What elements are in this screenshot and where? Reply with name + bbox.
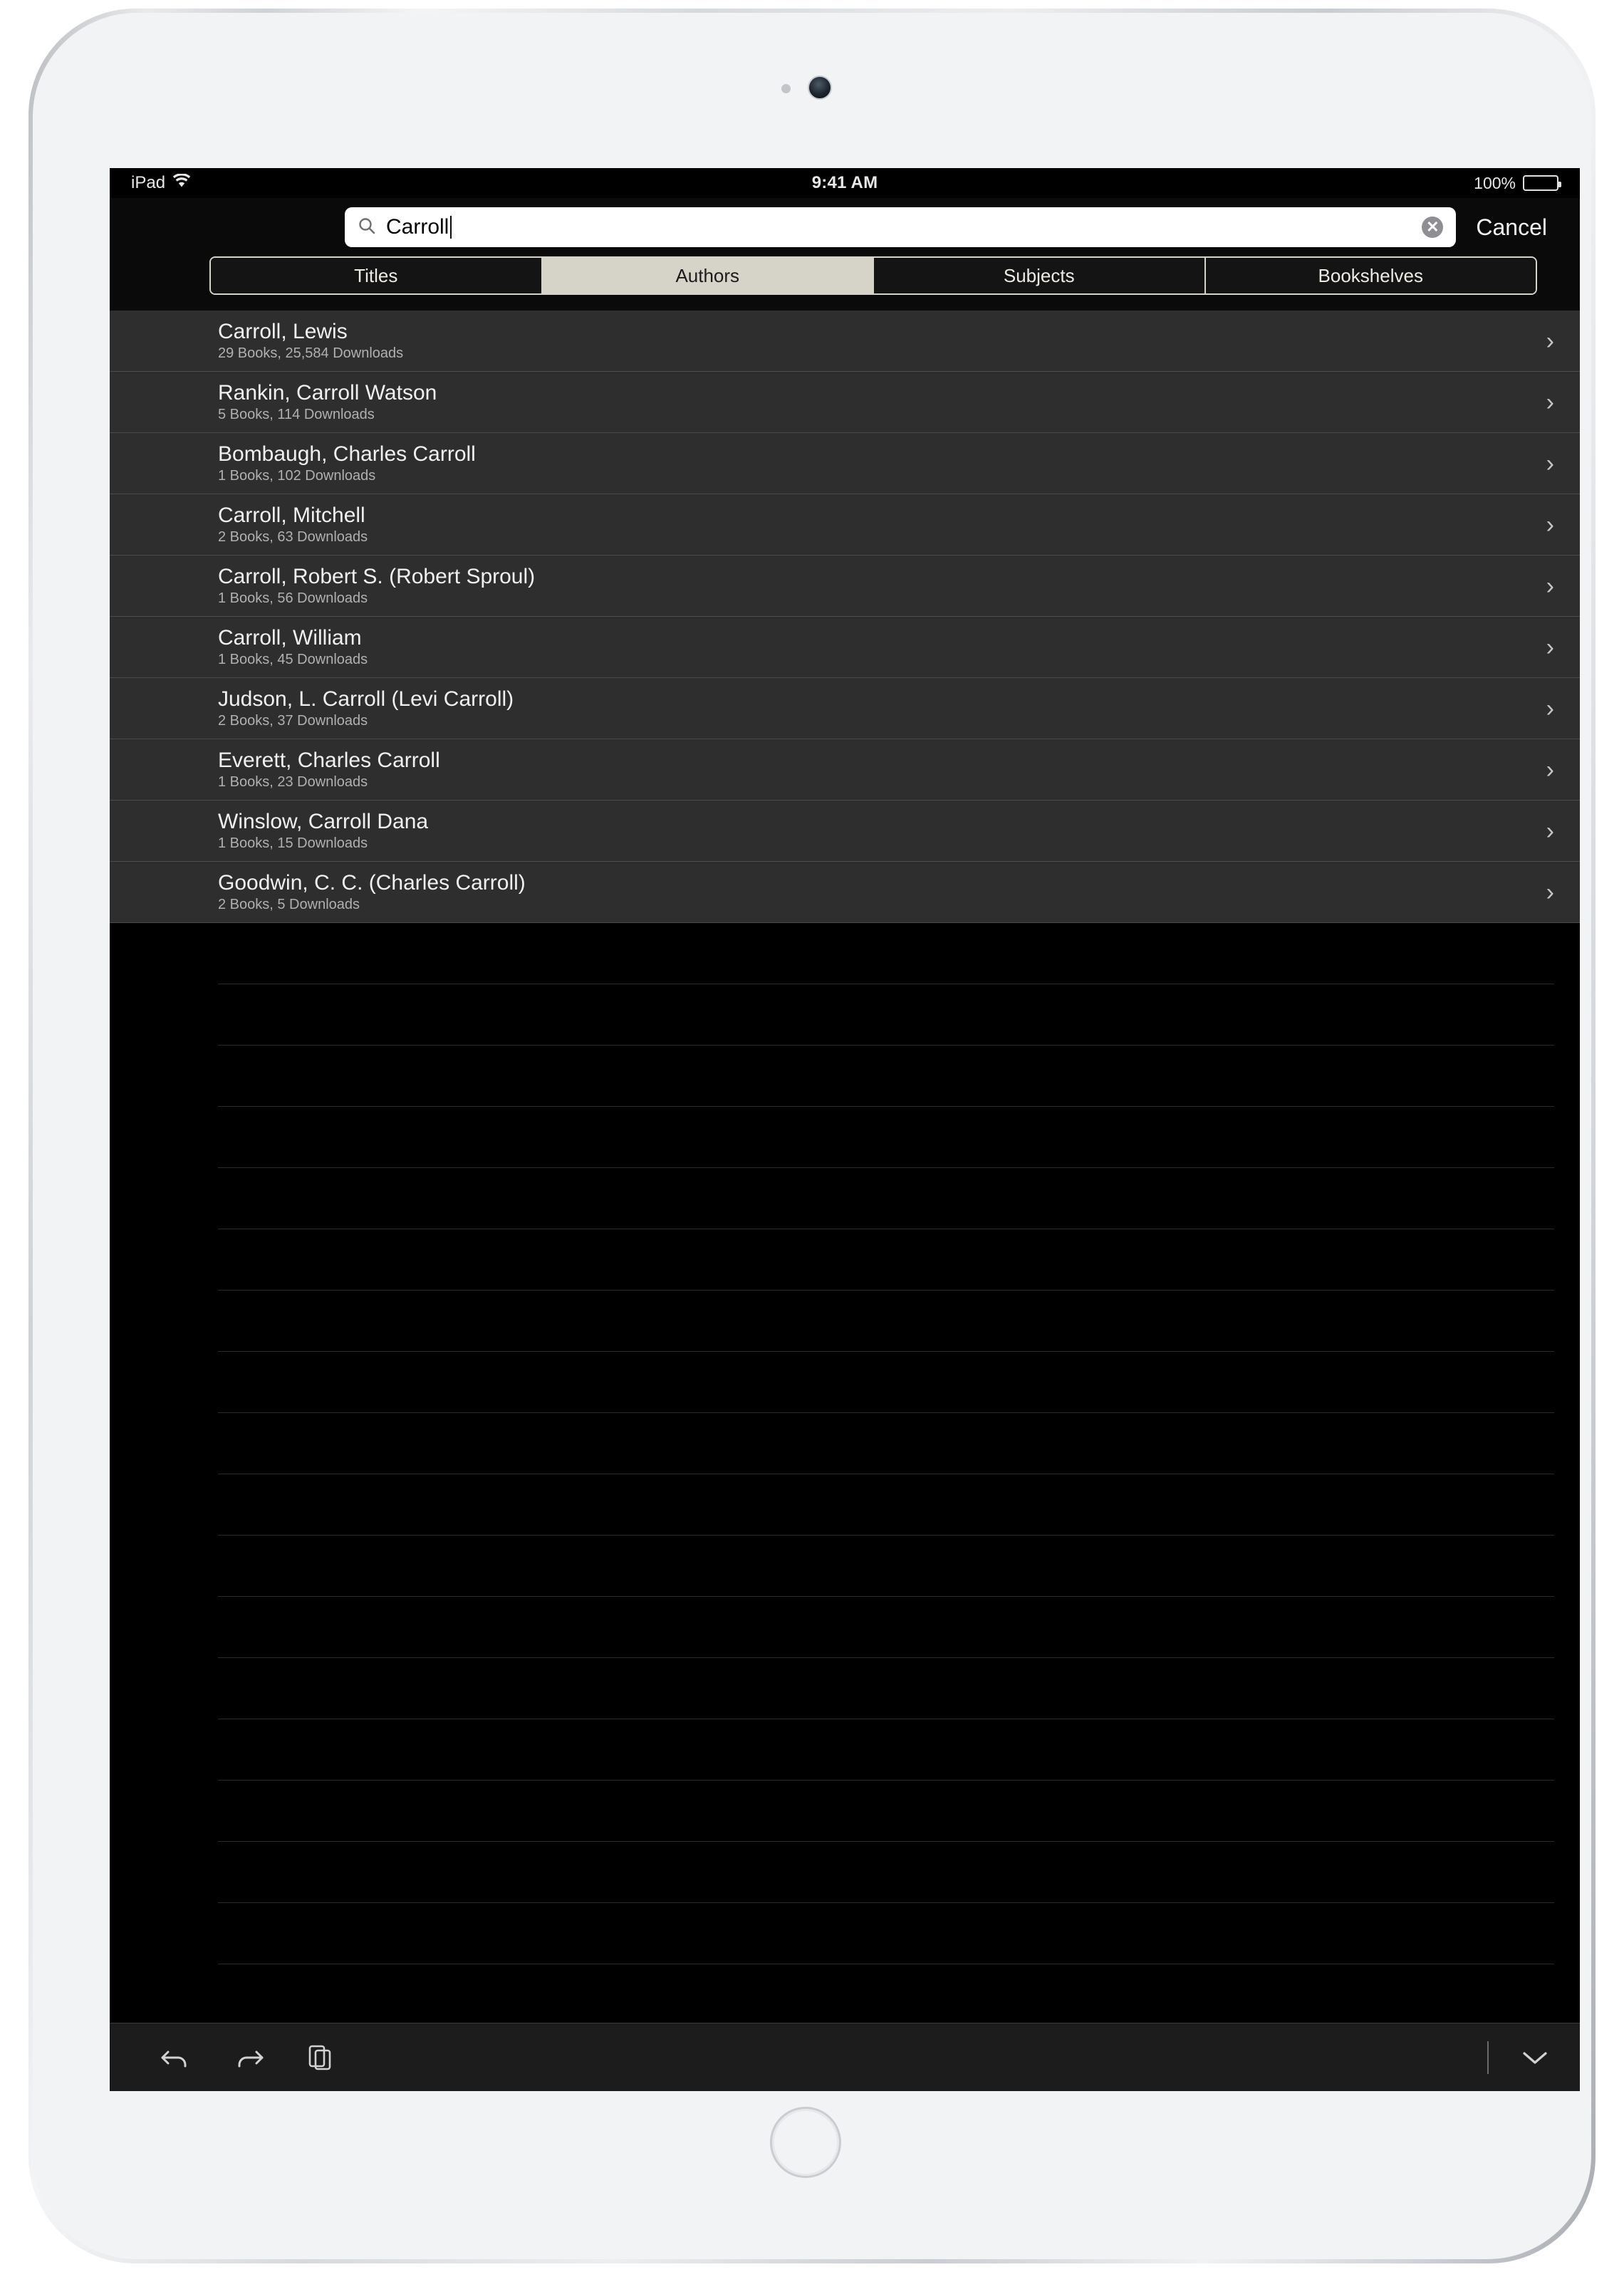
text-caret (450, 216, 452, 239)
search-bar (110, 198, 1580, 256)
list-item[interactable] (110, 739, 1580, 801)
empty-list-row (218, 1903, 1554, 1964)
chevron-right-icon: › (1546, 756, 1554, 783)
search-icon (358, 217, 376, 239)
battery-percent-label: 100% (1474, 173, 1516, 192)
list-item-meta: 1 Books, 23 Downloads (218, 773, 368, 790)
tablet-bezel (33, 13, 1591, 2259)
list-item-title: Carroll, William (218, 626, 362, 650)
empty-list-area (110, 923, 1580, 1964)
chevron-right-icon: › (1546, 388, 1554, 416)
empty-list-row (218, 1536, 1554, 1597)
scope-bar (110, 256, 1580, 311)
chevron-right-icon: › (1546, 633, 1554, 661)
list-item[interactable] (110, 494, 1580, 556)
chevron-right-icon: › (1546, 878, 1554, 906)
segmented-control[interactable] (209, 256, 1537, 295)
list-item[interactable] (110, 678, 1580, 739)
chevron-right-icon: › (1546, 817, 1554, 845)
chevron-right-icon: › (1546, 572, 1554, 600)
list-item-title: Carroll, Mitchell (218, 504, 365, 528)
tablet-screen (110, 168, 1580, 2091)
list-item[interactable] (110, 311, 1580, 372)
sensor-icon (781, 84, 791, 93)
toolbar-divider (1487, 2041, 1489, 2074)
empty-list-row (218, 1229, 1554, 1291)
chevron-right-icon: › (1546, 511, 1554, 538)
empty-list-row (218, 1474, 1554, 1536)
list-item[interactable] (110, 801, 1580, 862)
empty-list-row (218, 1168, 1554, 1229)
list-item[interactable] (110, 372, 1580, 433)
list-item-title: Goodwin, C. C. (Charles Carroll) (218, 871, 526, 895)
empty-list-row (218, 1107, 1554, 1168)
empty-list-row (218, 1719, 1554, 1781)
chevron-right-icon: › (1546, 694, 1554, 722)
tablet-device-frame (28, 9, 1596, 2263)
empty-list-row (218, 1597, 1554, 1658)
list-item-meta: 29 Books, 25,584 Downloads (218, 345, 404, 361)
keyboard-accessory-toolbar (110, 2023, 1580, 2091)
list-item[interactable] (110, 556, 1580, 617)
list-item[interactable] (110, 617, 1580, 678)
redo-icon[interactable] (234, 2046, 265, 2070)
search-input-value: Carroll (386, 215, 449, 239)
list-item[interactable] (110, 433, 1580, 494)
tab-bookshelves[interactable]: Bookshelves (1206, 258, 1536, 293)
empty-list-row (218, 1352, 1554, 1413)
list-item-title: Winslow, Carroll Dana (218, 810, 429, 834)
empty-list-row (218, 1658, 1554, 1719)
battery-full-icon (1523, 175, 1558, 191)
empty-list-row (218, 923, 1554, 984)
list-item-meta: 1 Books, 56 Downloads (218, 590, 368, 606)
device-label: iPad (131, 173, 166, 192)
list-item-meta: 1 Books, 102 Downloads (218, 467, 376, 484)
list-item-title: Carroll, Lewis (218, 320, 348, 344)
empty-list-row (218, 1413, 1554, 1474)
list-item[interactable] (110, 862, 1580, 923)
empty-list-row (218, 1291, 1554, 1352)
tab-titles[interactable]: Titles (211, 258, 543, 293)
list-item-meta: 2 Books, 63 Downloads (218, 528, 368, 545)
empty-list-row (218, 1842, 1554, 1903)
tab-authors[interactable]: Authors (543, 258, 875, 293)
list-item-title: Judson, L. Carroll (Levi Carroll) (218, 687, 514, 712)
list-item-meta: 5 Books, 114 Downloads (218, 406, 375, 422)
empty-list-row (218, 1781, 1554, 1842)
chevron-down-icon[interactable] (1519, 2047, 1551, 2068)
list-item-meta: 1 Books, 45 Downloads (218, 651, 368, 667)
search-input[interactable] (345, 207, 1456, 247)
home-button[interactable] (770, 2107, 841, 2178)
list-item-title: Rankin, Carroll Watson (218, 381, 437, 405)
chevron-right-icon: › (1546, 449, 1554, 477)
list-item-meta: 1 Books, 15 Downloads (218, 835, 368, 851)
camera-icon (808, 75, 832, 100)
search-results-list (110, 311, 1580, 923)
list-item-meta: 2 Books, 37 Downloads (218, 712, 368, 729)
status-bar-clock: 9:41 AM (811, 173, 878, 192)
status-bar (110, 168, 1580, 198)
chevron-right-icon: › (1546, 327, 1554, 355)
undo-icon[interactable] (160, 2046, 191, 2070)
list-item-title: Carroll, Robert S. (Robert Sproul) (218, 565, 536, 589)
cancel-button[interactable]: Cancel (1476, 214, 1547, 240)
list-item-title: Bombaugh, Charles Carroll (218, 442, 476, 467)
clear-circle-icon[interactable]: ✕ (1422, 217, 1443, 238)
tab-subjects[interactable]: Subjects (874, 258, 1206, 293)
list-item-meta: 2 Books, 5 Downloads (218, 896, 360, 912)
empty-list-row (218, 984, 1554, 1046)
copy-paste-icon[interactable] (308, 2044, 332, 2071)
empty-list-row (218, 1046, 1554, 1107)
list-item-title: Everett, Charles Carroll (218, 749, 440, 773)
